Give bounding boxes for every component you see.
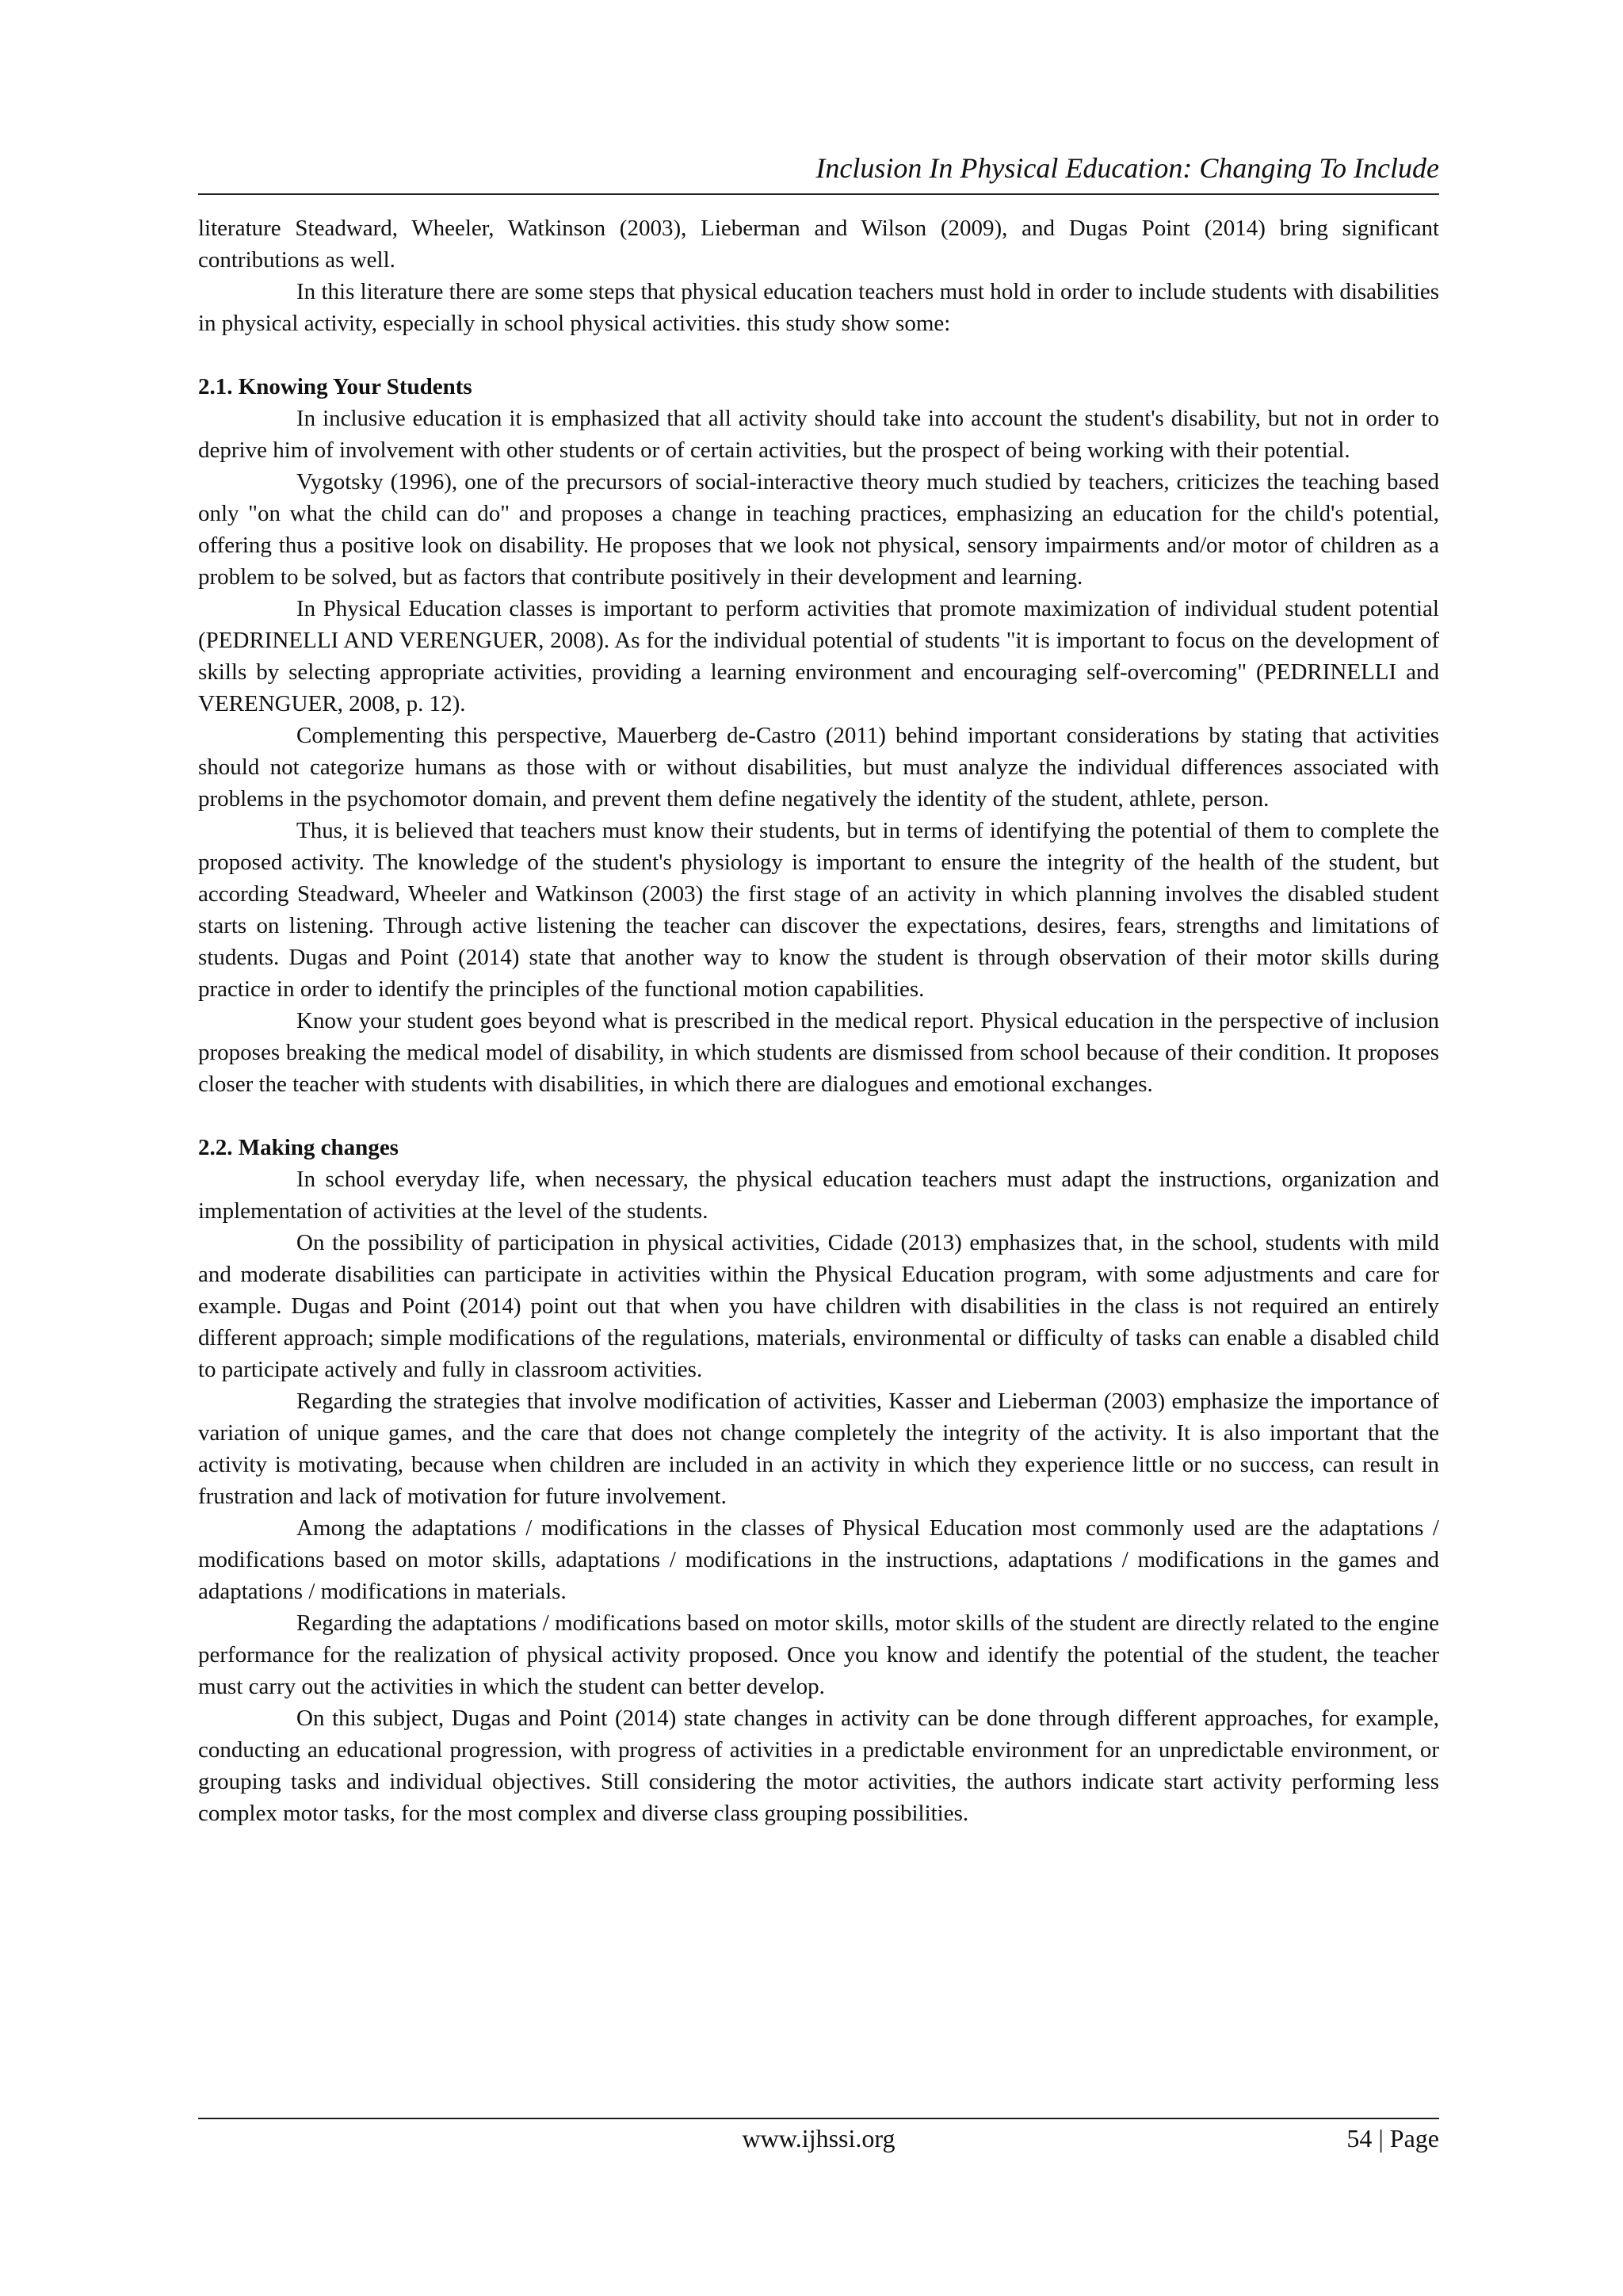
footer-website-link[interactable]: www.ijhssi.org xyxy=(742,2124,896,2153)
running-header: Inclusion In Physical Education: Changing To Include xyxy=(815,152,1439,184)
paragraph: On the possibility of participation in physical activities, Cidade (2013) emphasizes that, in the school, students with mild and moderate disabilities can participate in activities within the Physical Education program, with some adjustments and care for example. Dugas and Point (2014) point out that when you have children with disabilities in the class is not required an entirely different approach; simple modifications of the regulations, materials, environmental or difficulty of tasks can enable a disabled child to participate actively and fully in classroom activities. xyxy=(198,1230,1439,1382)
article-body xyxy=(198,212,1439,1829)
paragraph: In Physical Education classes is important to perform activities that promote maximization of individual student potential (PEDRINELLI AND VERENGUER, 2008). As for the individual potential of students "it is important to focus on the development of skills by selecting appropriate activities, providing a learning environment and encouraging self-overcoming" (PEDRINELLI and VERENGUER, 2008, p. 12). xyxy=(198,596,1439,716)
paragraph: On this subject, Dugas and Point (2014) state changes in activity can be done through different approaches, for example, conducting an educational progression, with progress of activities in a predictable environment for an unpredictable environment, or grouping tasks and individual objectives. Still considering the motor activities, the authors indicate start activity performing less complex motor tasks, for the most complex and diverse class grouping possibilities. xyxy=(198,1706,1439,1826)
footer-divider xyxy=(198,2118,1439,2119)
paragraph: In inclusive education it is emphasized that all activity should take into account the student's disability, but not in order to deprive him of involvement with other students or of certain activities, but the prospect of being working with their potential. xyxy=(198,406,1439,463)
paragraph: Among the adaptations / modifications in the classes of Physical Education most commonly used are the adaptations / modifications based on motor skills, adaptations / modifications in the instructions, adaptations / modifications in the games and adaptations / modifications in materials. xyxy=(198,1515,1439,1604)
header-divider xyxy=(198,193,1439,195)
paragraph: In school everyday life, when necessary, the physical education teachers must adapt the instructions, organization and implementation of activities at the level of the students. xyxy=(198,1167,1439,1224)
section-heading-knowing-your-students: 2.1. Knowing Your Students xyxy=(198,374,472,399)
paragraph: Know your student goes beyond what is prescribed in the medical report. Physical education in the perspective of inclusion proposes breaking the medical model of disability, in which students are dismissed from school because of their condition. It proposes closer the teacher with students with disabilities, in which there are dialogues and emotional exchanges. xyxy=(198,1008,1439,1097)
page-number: 54 | Page xyxy=(1346,2124,1439,2153)
section-heading-making-changes: 2.2. Making changes xyxy=(198,1135,399,1160)
paragraph: Complementing this perspective, Mauerberg de-Castro (2011) behind important considerations by stating that activities should not categorize humans as those with or without disabilities, but must analyze the individual differences associated with problems in the psychomotor domain, and prevent them define negatively the identity of the student, athlete, person. xyxy=(198,723,1439,812)
paragraph: Regarding the adaptations / modifications based on motor skills, motor skills of the student are directly related to the engine performance for the realization of physical activity proposed. Once you know and identify the potential of the student, the teacher must carry out the activities in which the student can better develop. xyxy=(198,1610,1439,1699)
paragraph: Thus, it is believed that teachers must know their students, but in terms of identifying the potential of them to complete the proposed activity. The knowledge of the student's physiology is important to ensure the integrity of the health of the student, but according Steadward, Wheeler and Watkinson (2003) the first stage of an activity in which planning involves the disabled student starts on listening. Through active listening the teacher can discover the expectations, desires, fears, strengths and limitations of students. Dugas and Point (2014) state that another way to know the student is through observation of their motor skills during practice in order to identify the principles of the functional motion capabilities. xyxy=(198,818,1439,1002)
paragraph: Regarding the strategies that involve modification of activities, Kasser and Lieberman (2003) emphasize the importance of variation of unique games, and the care that does not change completely the integrity of the activity. It is also important that the activity is motivating, because when children are included in an activity in which they experience little or no success, can result in frustration and lack of motivation for future involvement. xyxy=(198,1389,1439,1509)
intro-paragraph-1: literature Steadward, Wheeler, Watkinson (2003), Lieberman and Wilson (2009), and Dugas Point (2014) bring significant contributions as well. xyxy=(198,216,1439,273)
intro-paragraph-2: In this literature there are some steps that physical education teachers must hold in order to include students with disabilities in physical activity, especially in school physical activities. this study show some: xyxy=(198,279,1439,336)
paragraph: Vygotsky (1996), one of the precursors of social-interactive theory much studied by teachers, criticizes the teaching based only "on what the child can do" and proposes a change in teaching practices, emphasizing an education for the child's potential, offering thus a positive look on disability. He proposes that we look not physical, sensory impairments and/or motor of children as a problem to be solved, but as factors that contribute positively in their development and learning. xyxy=(198,469,1439,590)
